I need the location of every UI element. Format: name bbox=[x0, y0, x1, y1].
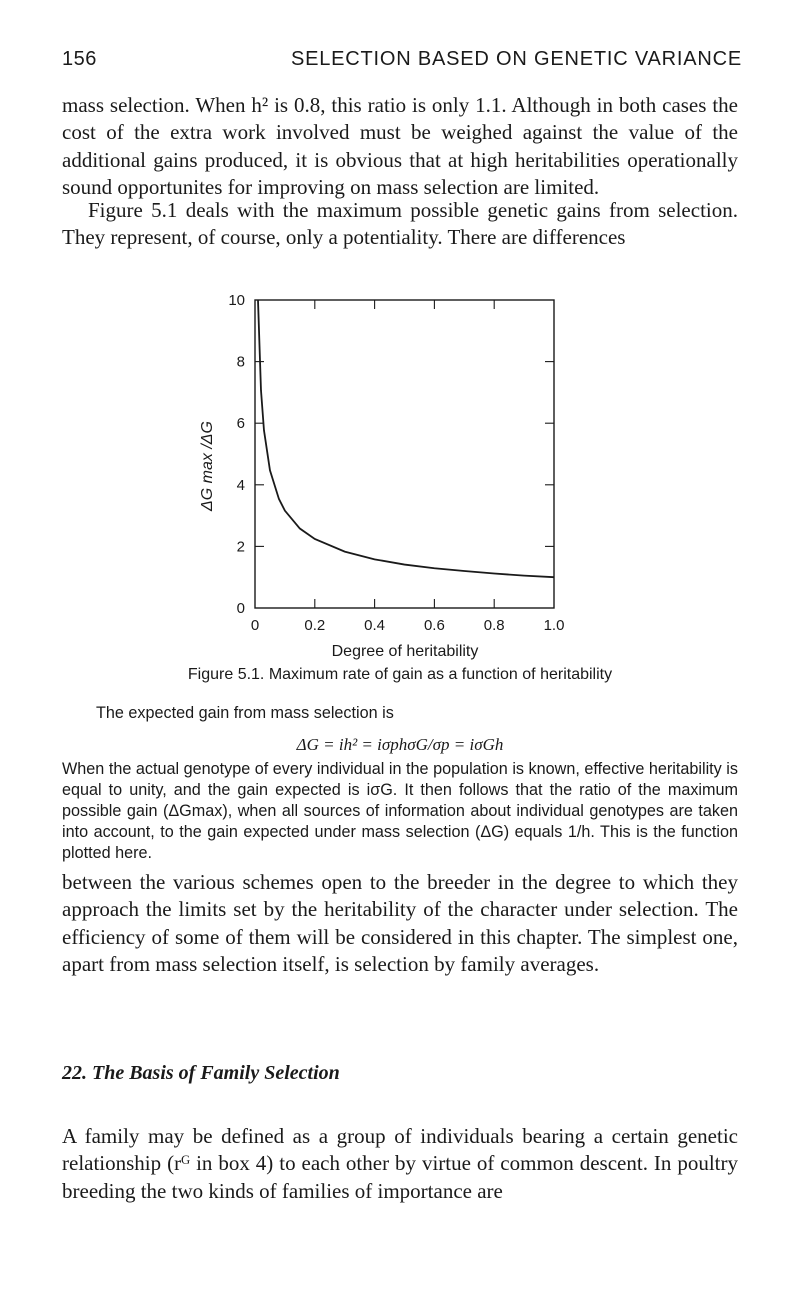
x-tick-label: 0.4 bbox=[364, 617, 386, 634]
ratio-curve bbox=[258, 300, 554, 577]
running-head: SELECTION BASED ON GENETIC VARIANCE bbox=[290, 48, 742, 70]
y-tick-label: 8 bbox=[236, 353, 245, 371]
heritability-chart bbox=[180, 286, 600, 676]
plot-frame bbox=[255, 300, 554, 608]
legend-body: When the actual genotype of every individual in the population is known, effective heritability is equal to unity, and the gain expected is iσG. It then follows that the ratio of the maximum possible gain (ΔGmax), when all sources of information about individual genotypes are taken into account, to the gain expected under mass selection (ΔG) equals 1/h. This is the function plotted here. bbox=[62, 760, 738, 862]
legend-intro: The expected gain from mass selection is bbox=[96, 704, 394, 722]
y-tick-label: 4 bbox=[236, 476, 245, 494]
x-tick-label: 0.2 bbox=[304, 617, 326, 634]
y-tick-label: 0 bbox=[236, 600, 245, 617]
y-tick-label: 10 bbox=[228, 292, 245, 309]
page-header bbox=[62, 48, 742, 78]
x-tick-label: 0.8 bbox=[483, 617, 505, 634]
paragraph-4: A family may be defined as a group of individuals bearing a certain genetic relationship (rᴳ in box 4) to each other by virtue of common descent. In poultry breeding the two kinds of families of importance are bbox=[62, 1124, 738, 1203]
y-tick-label: 2 bbox=[236, 538, 245, 556]
figure-5-1 bbox=[180, 286, 600, 676]
paragraph-3: between the various schemes open to the breeder in the degree to which they approach the limits set by the heritability of the character under selection. The efficiency of some of them will be considered in this chapter. The simplest one, apart from mass selection itself, is selection by family averages. bbox=[62, 870, 738, 976]
x-tick-label: 0 bbox=[250, 617, 260, 634]
x-axis-label: Degree of heritability bbox=[331, 643, 479, 660]
figure-caption: Figure 5.1. Maximum rate of gain as a function of heritability bbox=[187, 666, 613, 683]
x-tick-label: 0.6 bbox=[423, 617, 445, 634]
x-tick-label: 1.0 bbox=[543, 617, 565, 634]
legend-equation: ΔG = ih² = iσphσG/σp = iσGh bbox=[296, 735, 504, 754]
paragraph-1: mass selection. When h² is 0.8, this ratio is only 1.1. Although in both cases the cost of the extra work involved must be weighed against the value of the additional gains produced, it is obvious that at high heritabilities operationally sound opportunites for improving on mass selection are limited. bbox=[62, 93, 738, 199]
y-axis-label: ΔG max /ΔG bbox=[199, 421, 216, 511]
y-tick-label: 6 bbox=[236, 415, 245, 433]
section-heading: 22. The Basis of Family Selection bbox=[62, 1062, 340, 1084]
page-number: 156 bbox=[62, 48, 97, 70]
paragraph-2: Figure 5.1 deals with the maximum possible genetic gains from selection. They represent, of course, only a potentiality. There are differences bbox=[62, 198, 738, 250]
